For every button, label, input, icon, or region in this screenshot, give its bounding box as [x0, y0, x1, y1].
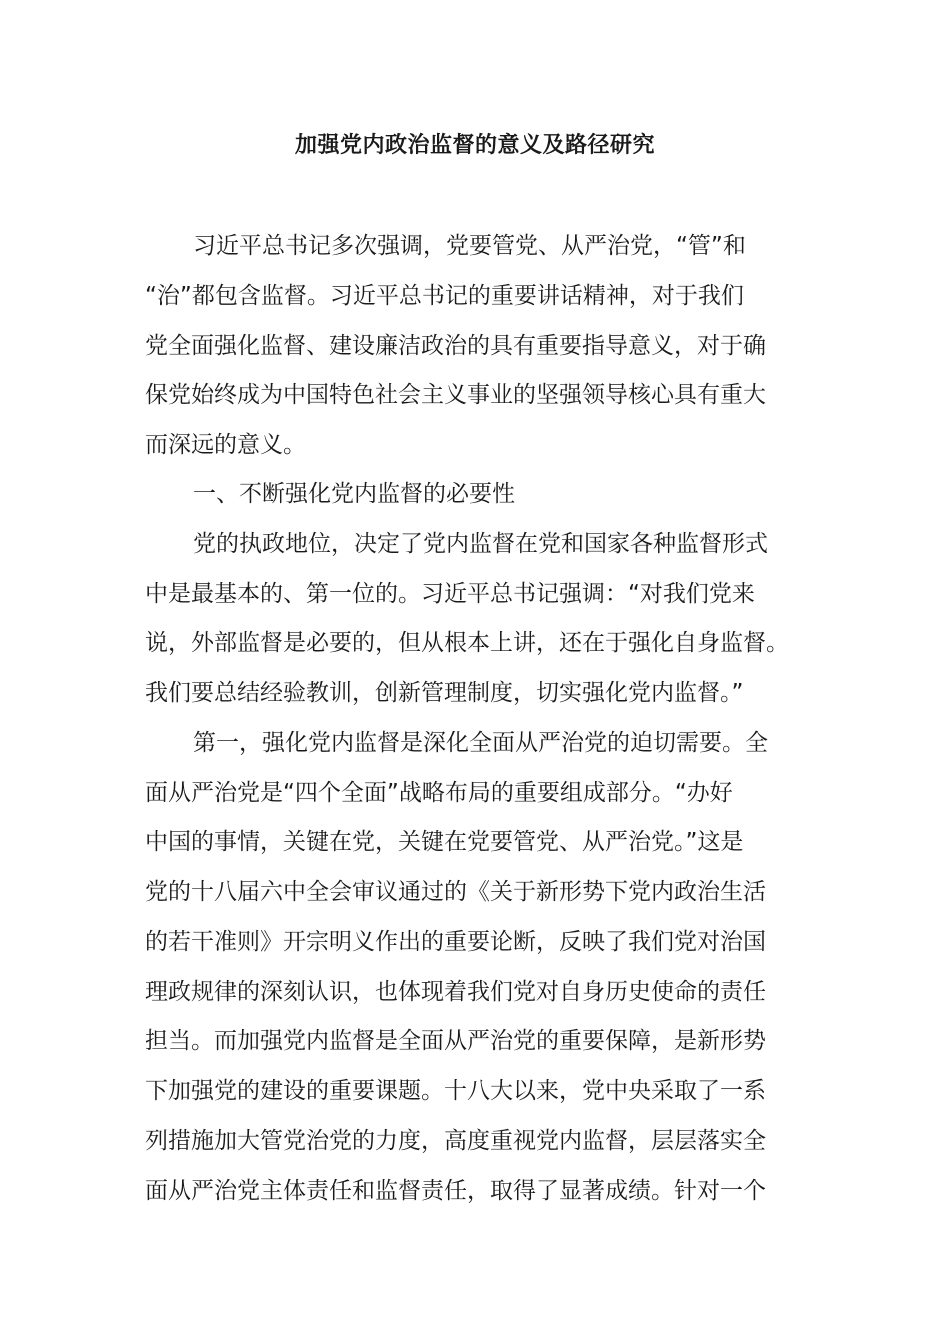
paragraph-2-line-2: 中是最基本的、第一位的。习近平总书记强调：“对我们党来: [145, 581, 755, 607]
paragraph-2-line-3: 说，外部监督是必要的，但从根本上讲，还在于强化自身监督。: [145, 630, 789, 656]
paragraph-1-line-4: 保党始终成为中国特色社会主义事业的坚强领导核心具有重大: [145, 382, 766, 408]
paragraph-2-line-1: 党的执政地位，决定了党内监督在党和国家各种监督形式: [193, 531, 768, 557]
paragraph-3-line-8: 下加强党的建设的重要课题。十八大以来，党中央采取了一系: [145, 1078, 766, 1104]
paragraph-2-line-4: 我们要总结经验教训，创新管理制度，切实强化党内监督。”: [145, 680, 744, 706]
section-heading-1: 一、不断强化党内监督的必要性: [193, 481, 515, 507]
paragraph-3-line-2: 面从严治党是“四个全面”战略布局的重要组成部分。“办好: [145, 780, 733, 806]
paragraph-1-line-5: 而深远的意义。: [145, 432, 306, 458]
paragraph-1-line-3: 党全面强化监督、建设廉洁政治的具有重要指导意义，对于确: [145, 333, 766, 359]
paragraph-1-line-2: “治”都包含监督。习近平总书记的重要讲话精神，对于我们: [145, 283, 744, 309]
paragraph-3-line-3: 中国的事情，关键在党，关键在党要管党、从严治党。”这是: [145, 829, 744, 855]
paragraph-1-line-1: 习近平总书记多次强调，党要管党、从严治党，“管”和: [193, 233, 746, 259]
paragraph-3-line-5: 的若干准则》开宗明义作出的重要论断，反映了我们党对治国: [145, 929, 766, 955]
paragraph-3-line-9: 列措施加大管党治党的力度，高度重视党内监督，层层落实全: [145, 1128, 766, 1154]
paragraph-3-line-1: 第一，强化党内监督是深化全面从严治党的迫切需要。全: [193, 730, 768, 756]
paragraph-3-line-7: 担当。而加强党内监督是全面从严治党的重要保障，是新形势: [145, 1028, 766, 1054]
document-title: 加强党内政治监督的意义及路径研究: [294, 133, 655, 158]
paragraph-3-line-6: 理政规律的深刻认识，也体现着我们党对自身历史使命的责任: [145, 979, 766, 1005]
paragraph-3-line-10: 面从严治党主体责任和监督责任，取得了显著成绩。针对一个: [145, 1178, 766, 1204]
paragraph-3-line-4: 党的十八届六中全会审议通过的《关于新形势下党内政治生活: [145, 879, 766, 905]
